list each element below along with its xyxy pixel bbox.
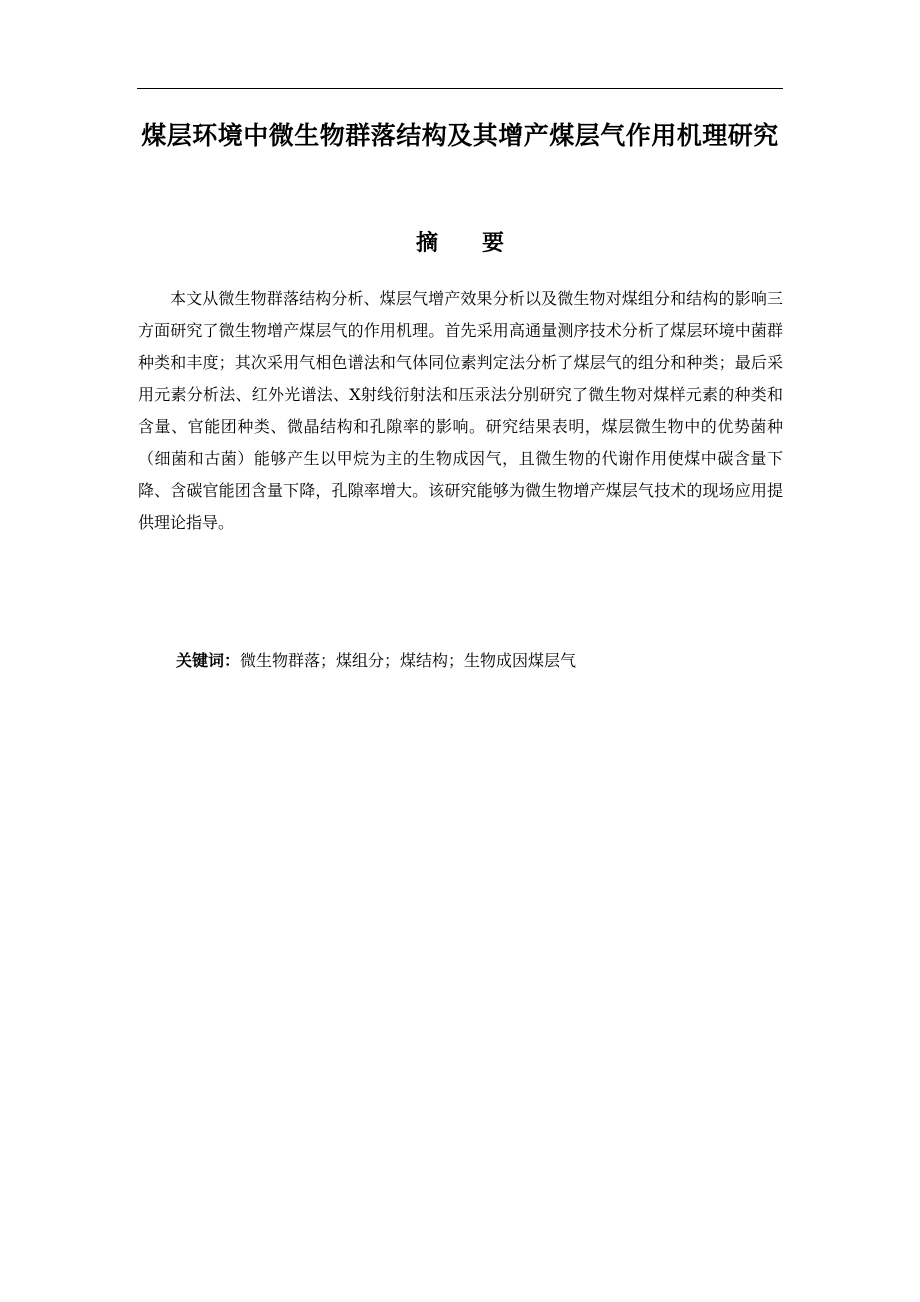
abstract-text: 本文从微生物群落结构分析、煤层气增产效果分析以及微生物对煤组分和结构的影响三方面研究了微生物增产煤层气的作用机理。首先采用高通量测序技术分析了煤层环境中菌群种类和丰度；其次采用气相色谱法和气体同位素判定法分析了煤层气的组分和种类；最后采用元素分析法、红外光谱法、X射线衍射法和压汞法分别研究了微生物对煤样元素的种类和含量、官能团种类、微晶结构和孔隙率的影响。研究结果表明，煤层微生物中的优势菌种（细菌和古菌）能够产生以甲烷为主的生物成因气，且微生物的代谢作用使煤中碳含量下降、含碳官能团含量下降，孔隙率增大。该研究能够为微生物增产煤层气技术的现场应用提供理论指导。	[138, 289, 783, 532]
page-title: 煤层环境中微生物群落结构及其增产煤层气作用机理研究	[141, 121, 779, 150]
keywords-label: 关键词：	[176, 651, 241, 670]
header-rule	[137, 88, 783, 89]
abstract-heading: 摘 要	[415, 231, 515, 256]
keywords-text: 微生物群落；煤组分；煤结构；生物成因煤层气	[240, 651, 577, 670]
keywords-line	[176, 645, 783, 677]
